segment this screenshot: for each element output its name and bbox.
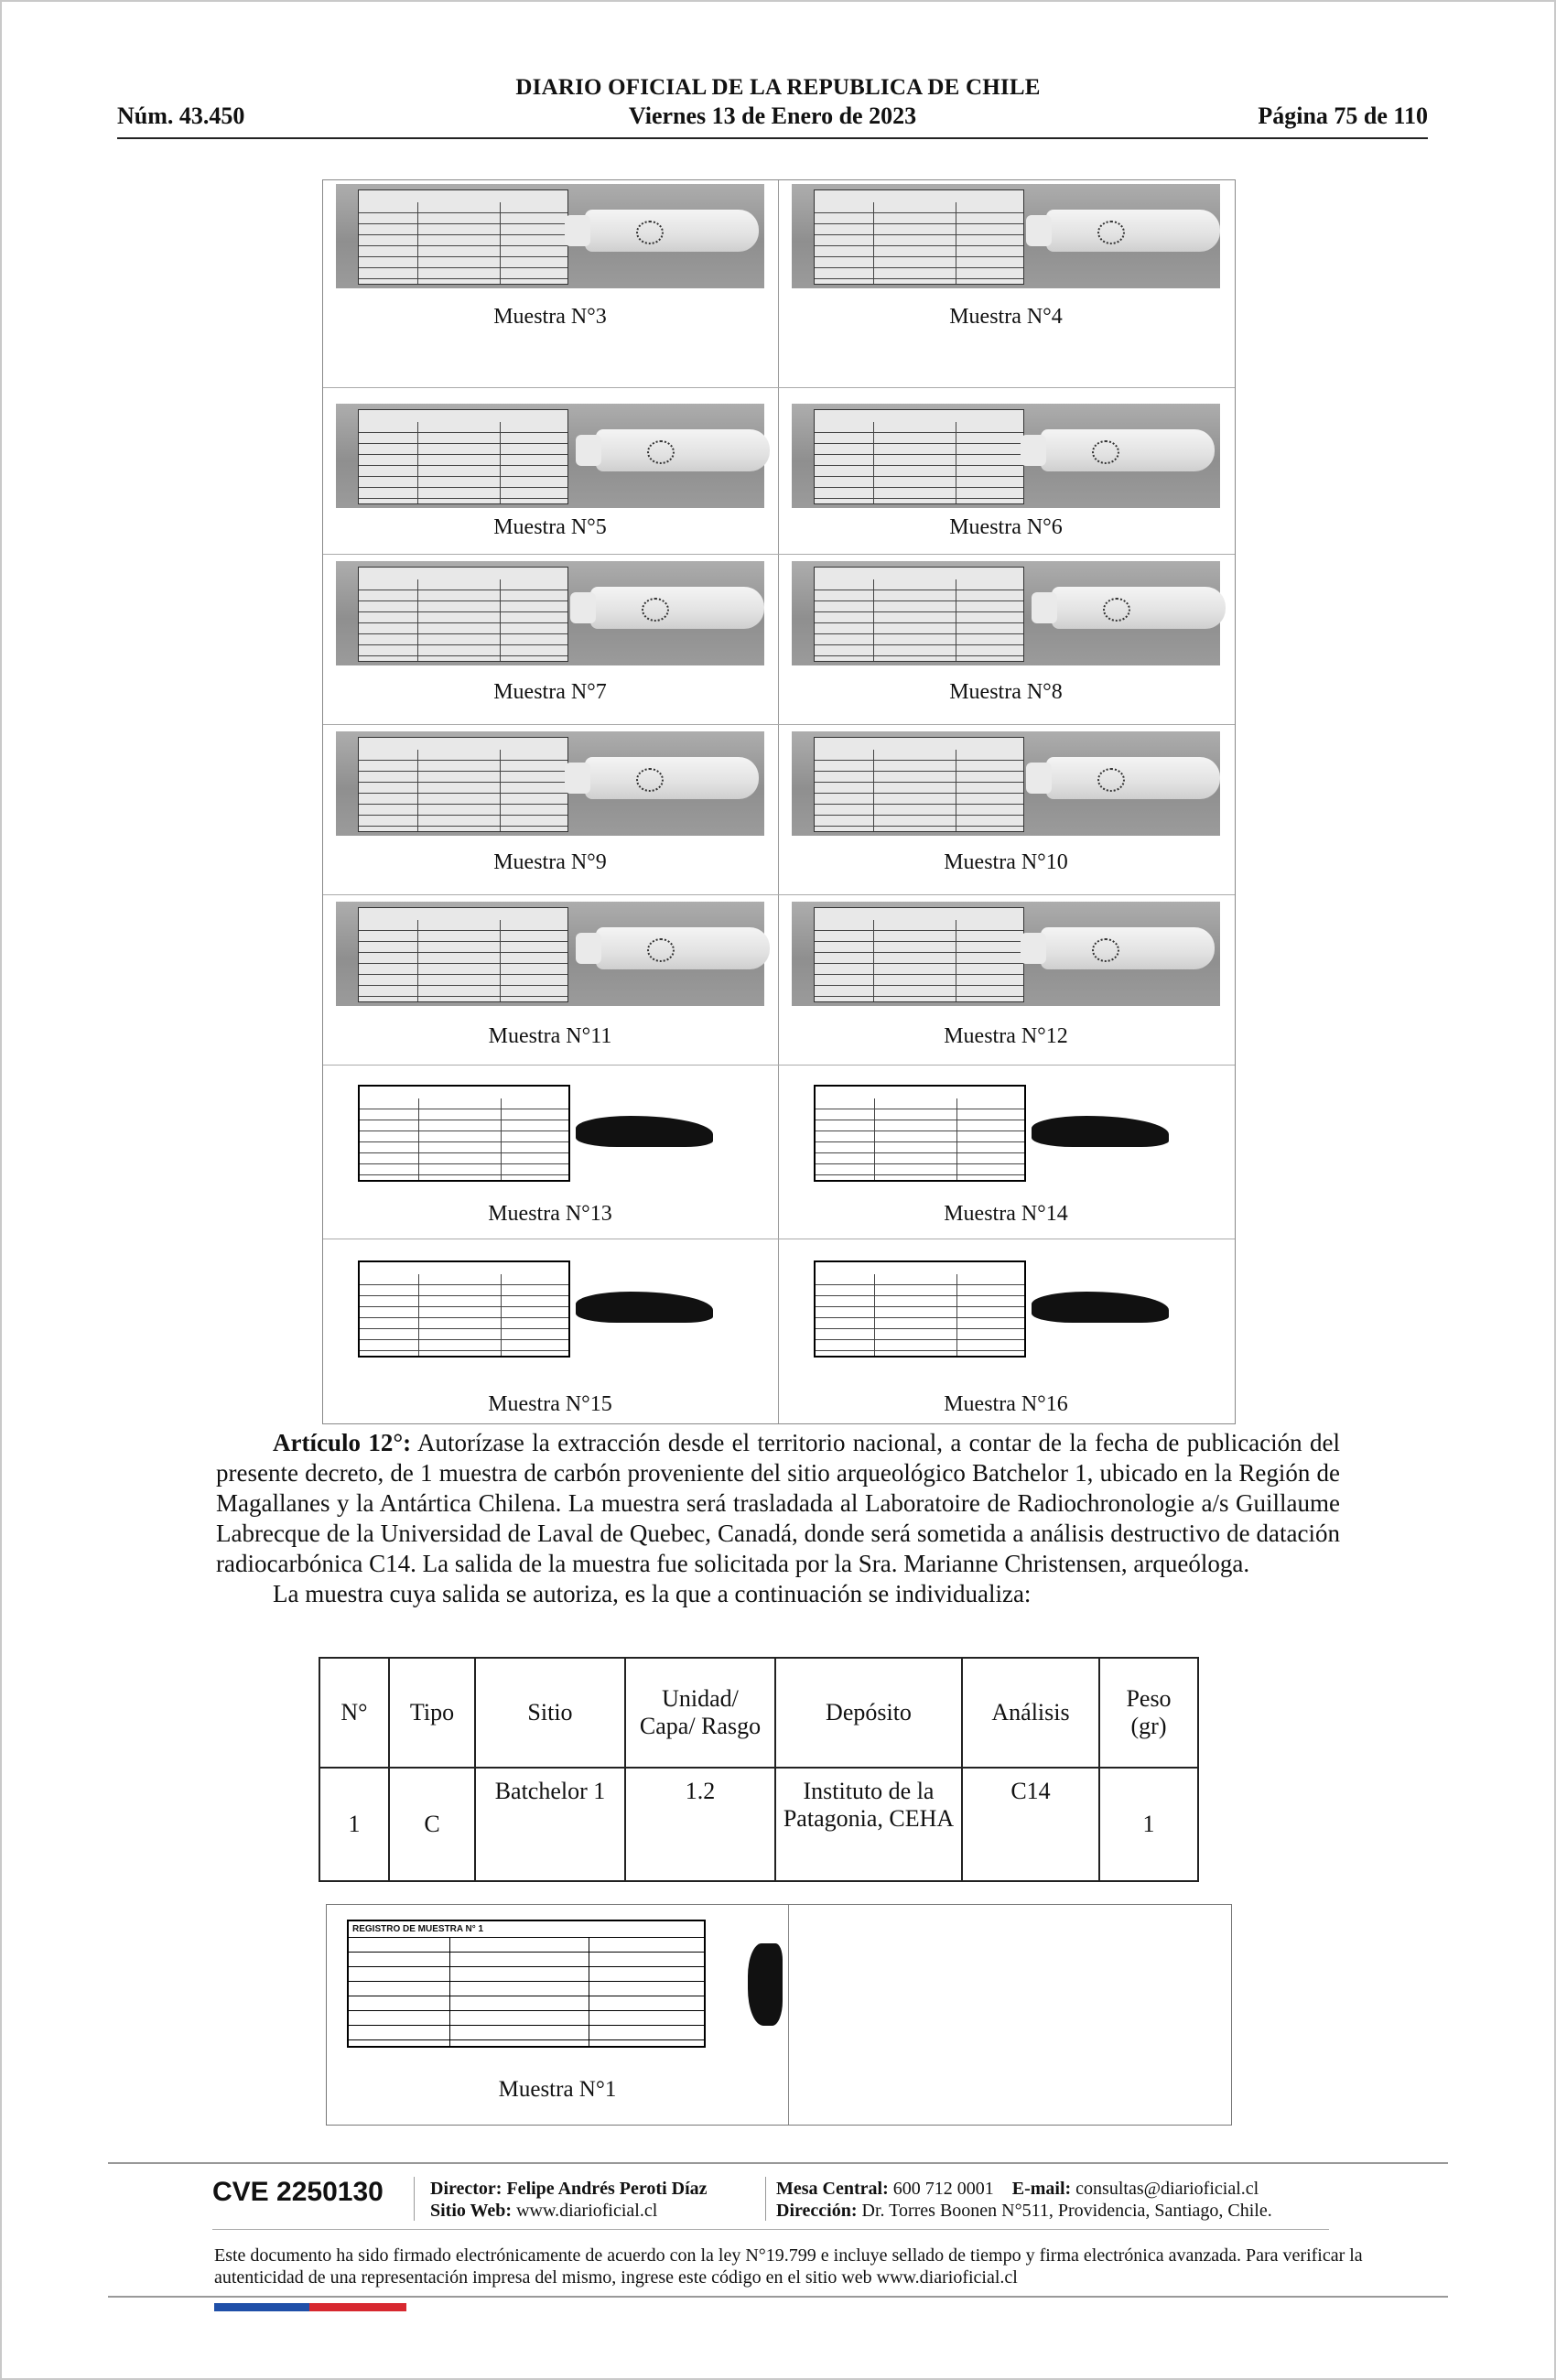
sample-silhouette	[576, 1116, 713, 1147]
sample-photo	[792, 1255, 1220, 1359]
col-header-tipo: Tipo	[389, 1658, 475, 1768]
sample-caption: Muestra N°5	[493, 515, 607, 539]
director-line: Director: Felipe Andrés Peroti Díaz	[430, 2179, 708, 2199]
sample-1-box	[326, 1904, 1232, 2126]
footer-mid-divider	[212, 2229, 1329, 2230]
sample-vial	[596, 927, 770, 969]
footer-separator	[765, 2177, 766, 2221]
sample-vial	[1041, 927, 1215, 969]
sample-photo	[336, 561, 764, 665]
sample-caption: Muestra N°4	[949, 305, 1063, 329]
address-line: Dirección: Dr. Torres Boonen N°511, Providencia, Santiago, Chile.	[776, 2201, 1272, 2221]
sample-caption: Muestra N°16	[944, 1392, 1068, 1416]
table-row	[319, 1768, 1198, 1881]
col-header-deposito: Depósito	[775, 1658, 962, 1768]
sample-caption: Muestra N°13	[488, 1202, 612, 1226]
sample-photo	[792, 404, 1220, 508]
col-header-sitio: Sitio	[475, 1658, 625, 1768]
header-row	[117, 103, 1428, 134]
sample-photo	[336, 902, 764, 1006]
contact-line: Mesa Central: 600 712 0001 E-mail: consultas@diarioficial.cl	[776, 2179, 1259, 2199]
sample-photo	[336, 1255, 764, 1359]
legal-notice: Este documento ha sido firmado electrónicamente de acuerdo con la ley N°19.799 e incluye sellado de tiempo y firma electrónica avanzada. Para verificar la autenticidad de una representación impresa del mismo, ingrese este código en el sitio web www.diarioficial.cl	[214, 2245, 1363, 2288]
sample-caption: Muestra N°3	[493, 305, 607, 329]
col-header-peso: Peso (gr)	[1099, 1658, 1198, 1768]
sample-caption: Muestra N°12	[944, 1024, 1068, 1048]
cell-peso: 1	[1099, 1768, 1198, 1881]
sample-caption: Muestra N°11	[488, 1024, 612, 1048]
sample-vial	[585, 210, 759, 252]
website-link[interactable]: www.diarioficial.cl	[516, 2201, 658, 2221]
flag-stripe-blue	[214, 2303, 309, 2311]
sample-vial	[1041, 429, 1215, 471]
sample-photo	[792, 1079, 1220, 1184]
col-header-unidad: Unidad/ Capa/ Rasgo	[625, 1658, 775, 1768]
register-card	[358, 907, 568, 1002]
sample-photo	[792, 184, 1220, 288]
sample-vial	[585, 757, 759, 799]
email-link[interactable]: consultas@diarioficial.cl	[1075, 2179, 1259, 2199]
register-card	[814, 907, 1024, 1002]
cell-sitio: Batchelor 1	[475, 1768, 625, 1881]
footer-director-block	[430, 2178, 708, 2222]
sample-caption: Muestra N°6	[949, 515, 1063, 539]
sample-photo	[792, 561, 1220, 665]
header-divider	[117, 137, 1428, 139]
cell-n: 1	[319, 1768, 389, 1881]
page-number: Página 75 de 110	[1258, 103, 1428, 129]
register-card	[358, 1260, 570, 1358]
sample-caption: Muestra N°8	[949, 680, 1063, 704]
sample-table	[319, 1657, 1199, 1882]
sample-silhouette	[1032, 1292, 1169, 1323]
article-paragraph-2: La muestra cuya salida se autoriza, es la que a continuación se individualiza:	[273, 1580, 1032, 1607]
sample-caption: Muestra N°7	[493, 680, 607, 704]
table-header-row	[319, 1658, 1198, 1768]
charcoal-sample-shape	[748, 1943, 783, 2026]
sample-vial	[1046, 757, 1220, 799]
sample-photo	[336, 404, 764, 508]
sample-photo	[336, 731, 764, 836]
gazette-title: DIARIO OFICIAL DE LA REPUBLICA DE CHILE	[515, 75, 1041, 100]
register-card	[814, 737, 1024, 832]
register-card	[358, 567, 568, 662]
cell-tipo: C	[389, 1768, 475, 1881]
sample-caption: Muestra N°14	[944, 1202, 1068, 1226]
article-12	[216, 1428, 1340, 1609]
article-body: Autorízase la extracción desde el territorio nacional, a contar de la fecha de publicación del presente decreto, de 1 muestra de carbón proveniente del sitio arqueológico Batchelor 1, ubicado en la Región de Magallanes y la Antártica Chilena. La muestra será trasladada al Laboratoire de Radiochronologie a/s Guillaume Labrecque de la Universidad de Laval de Quebec, Canadá, donde será sometida a análisis destructivo de datación radiocarbónica C14. La salida de la muestra fue solicitada por la Sra. Marianne Christensen, arqueóloga.	[216, 1429, 1340, 1577]
footer-separator	[414, 2177, 415, 2221]
register-card	[814, 1085, 1026, 1182]
register-card	[358, 1085, 570, 1182]
sample-photo	[792, 731, 1220, 836]
sample-1-photo	[334, 1912, 784, 2050]
sample-caption: Muestra N°9	[493, 850, 607, 874]
col-header-n: N°	[319, 1658, 389, 1768]
sample-photo	[792, 902, 1220, 1006]
grid-row-divider	[323, 554, 1235, 555]
article-paragraph-1	[216, 1428, 1340, 1579]
grid-row-divider	[323, 1065, 1235, 1066]
sample-1-register-card	[347, 1920, 706, 2048]
cell-analisis: C14	[962, 1768, 1099, 1881]
sample-vial	[596, 429, 770, 471]
sample-photo	[336, 1079, 764, 1184]
cell-unidad: 1.2	[625, 1768, 775, 1881]
footer-top-divider	[108, 2162, 1448, 2164]
register-card	[814, 189, 1024, 285]
register-card-title: REGISTRO DE MUESTRA N° 1	[349, 1921, 704, 1938]
cve-code: CVE 2250130	[212, 2177, 384, 2207]
website-line: Sitio Web: www.diarioficial.cl	[430, 2201, 658, 2221]
sample-vial	[590, 587, 764, 629]
sample-photo-grid	[322, 179, 1236, 1424]
col-header-analisis: Análisis	[962, 1658, 1099, 1768]
register-card	[358, 737, 568, 832]
register-card	[814, 409, 1024, 504]
sample-1-caption: Muestra N°1	[498, 2077, 617, 2102]
footer-contact-block	[776, 2178, 1272, 2222]
sample-caption: Muestra N°10	[944, 850, 1068, 874]
register-card	[814, 567, 1024, 662]
grid-row-divider	[323, 724, 1235, 725]
issue-date: Viernes 13 de Enero de 2023	[628, 103, 917, 129]
cell-deposito: Instituto de la Patagonia, CEHA	[775, 1768, 962, 1881]
grid-column-divider	[778, 180, 779, 1423]
sample-caption: Muestra N°15	[488, 1392, 612, 1416]
sample-vial	[1046, 210, 1220, 252]
footer-bottom-divider	[108, 2296, 1448, 2298]
sample-silhouette	[576, 1292, 713, 1323]
flag-stripe-red	[309, 2303, 406, 2311]
register-card	[814, 1260, 1026, 1358]
sample-photo	[336, 184, 764, 288]
sample-silhouette	[1032, 1116, 1169, 1147]
article-heading: Artículo 12°:	[273, 1429, 412, 1456]
register-card	[358, 189, 568, 285]
grid-row-divider	[323, 387, 1235, 388]
grid-row-divider	[323, 894, 1235, 895]
issue-number: Núm. 43.450	[117, 103, 245, 129]
register-card	[358, 409, 568, 504]
sample-vial	[1052, 587, 1226, 629]
sample-1-divider	[788, 1905, 789, 2125]
